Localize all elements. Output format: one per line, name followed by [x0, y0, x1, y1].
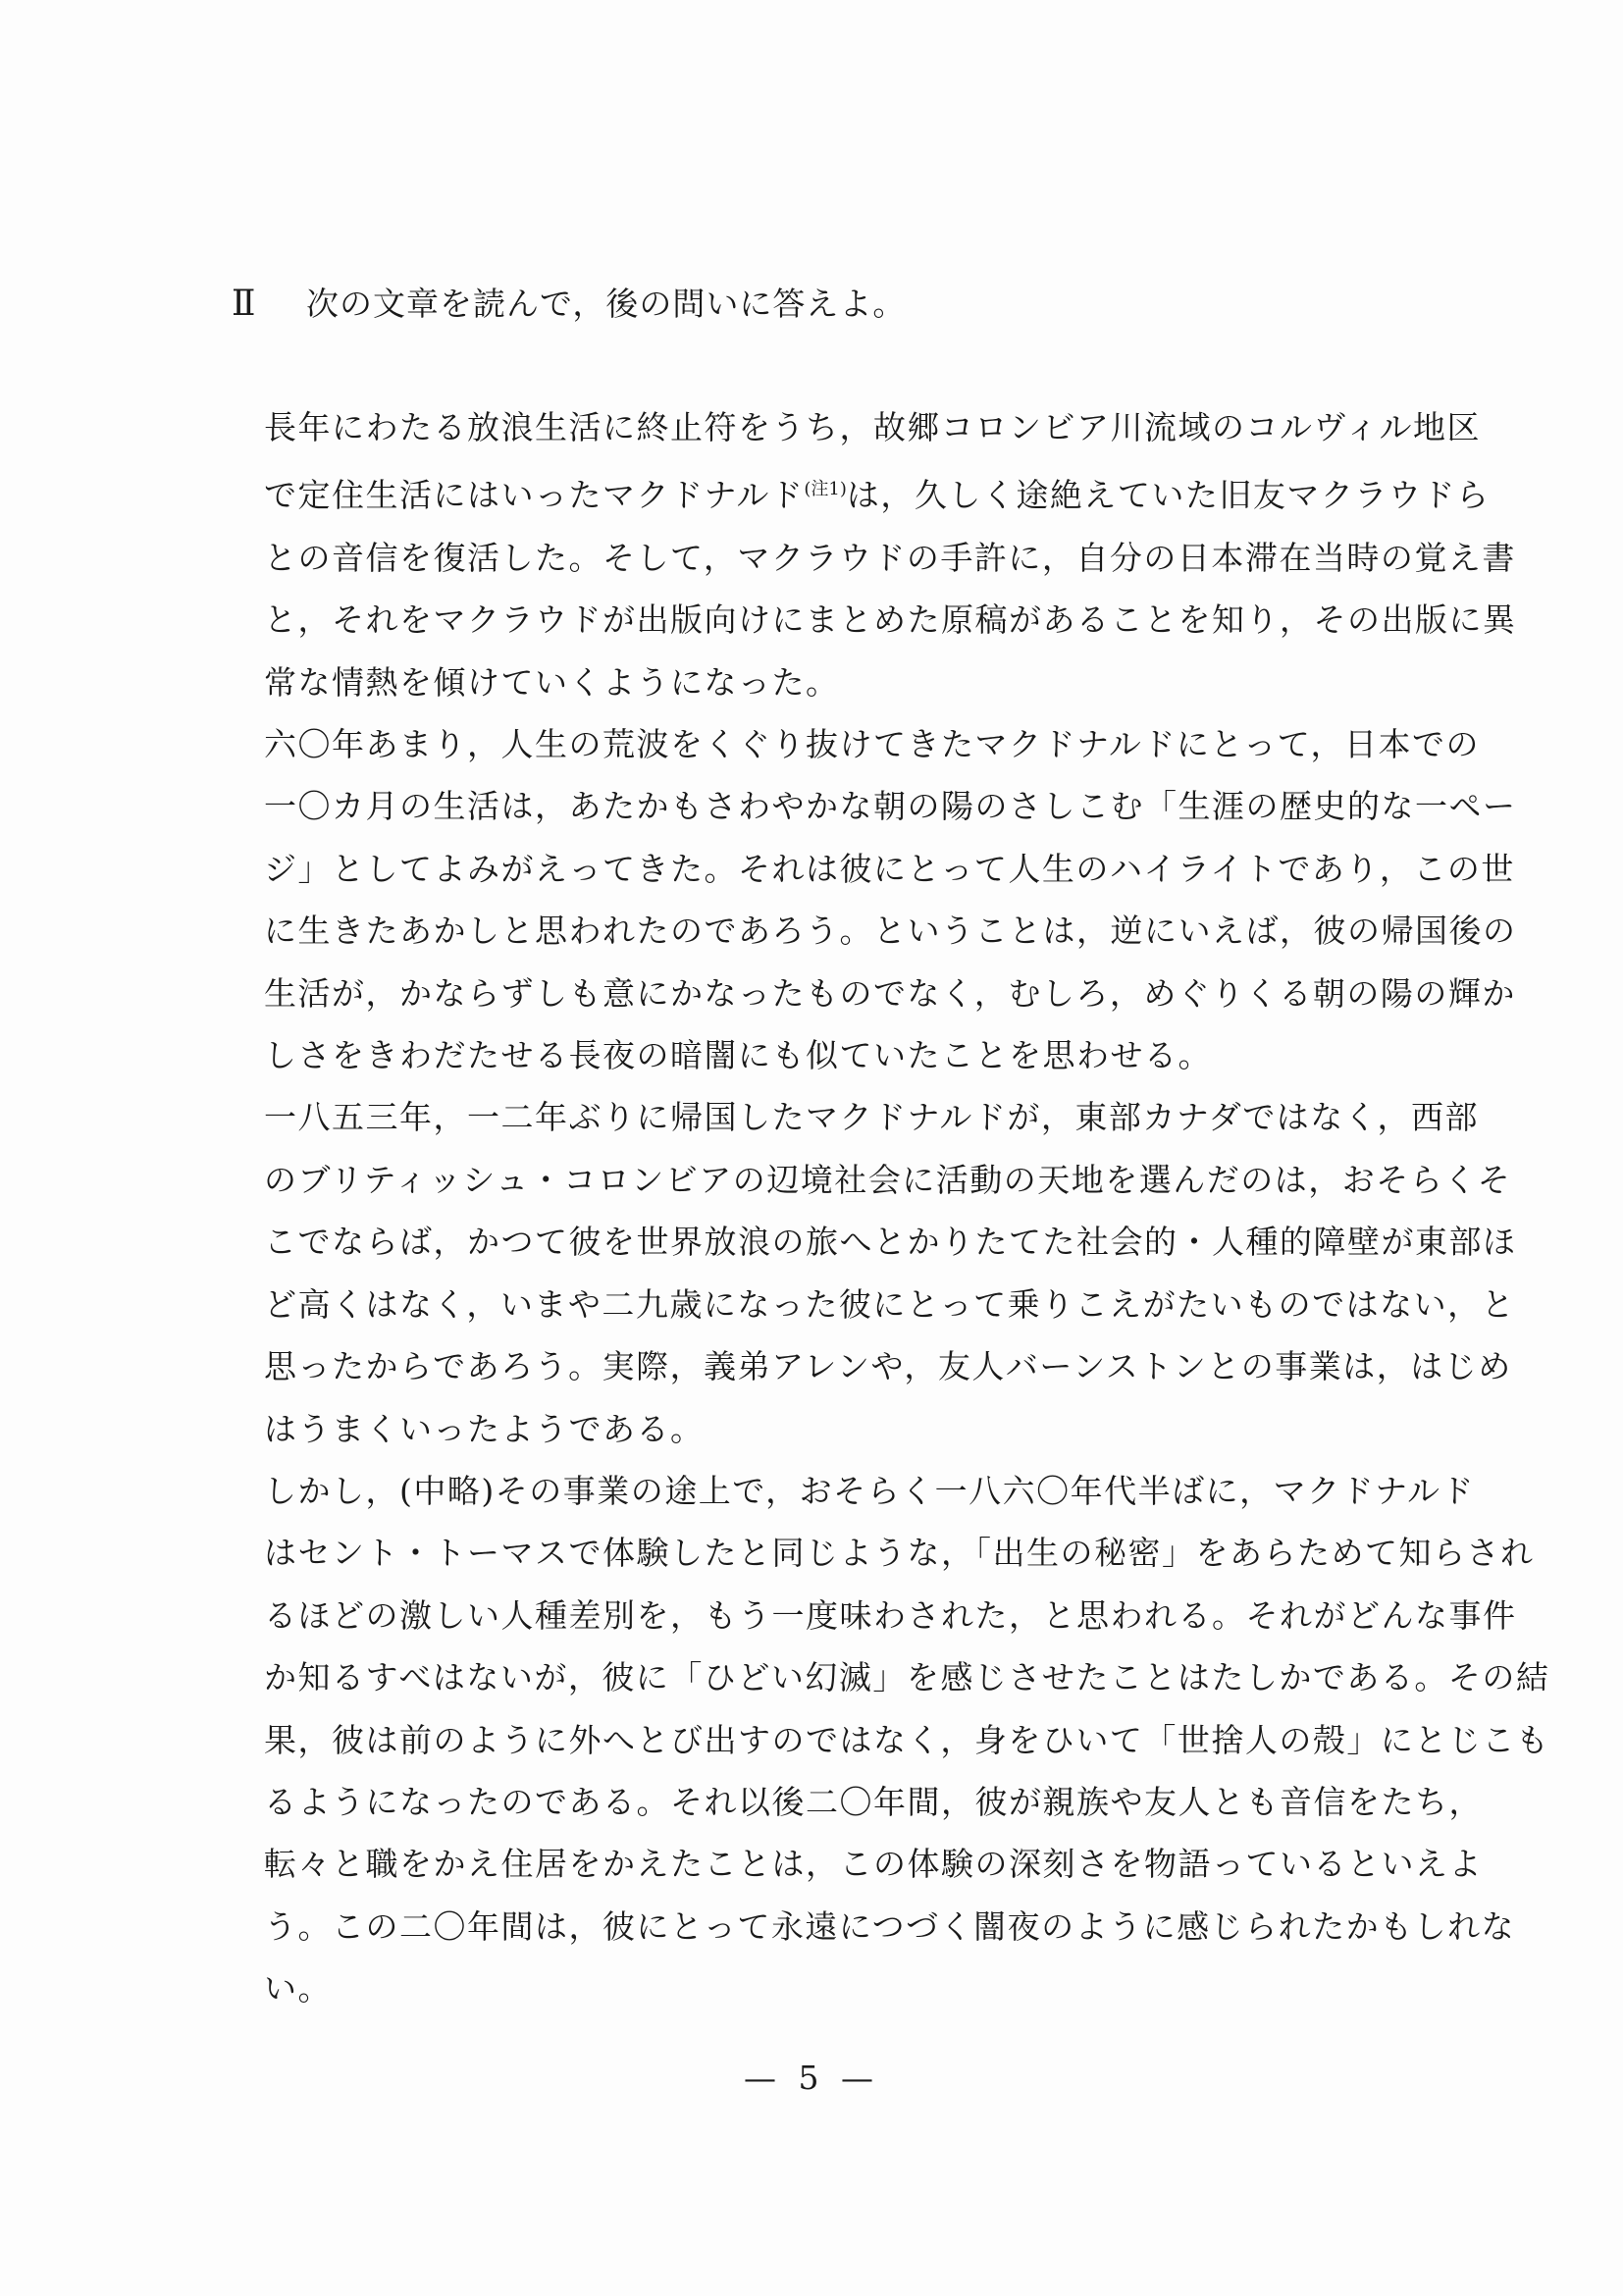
text-line: はセント・トーマスで体験したと同じような，「出生の秘密」をあらためて知らされ [264, 1534, 1535, 1573]
text-line: しさをきわだたせる長夜の暗闇にも似ていたことを思わせる。 [264, 1036, 1212, 1075]
text-line: るようになったのである。それ以後二〇年間，彼が親族や友人とも音信をたち， [264, 1782, 1483, 1821]
text-line: う。この二〇年間は，彼にとって永遠につづく闇夜のように感じられたかもしれな [264, 1906, 1516, 1946]
text-line: に生きたあかしと思われたのであろう。ということは，逆にいえば，彼の帰国後の [264, 912, 1517, 951]
text-line: しかし，(中略)その事業の途上で，おそらく一八六〇年代半ばに，マクドナルド [264, 1471, 1475, 1510]
text-line: 常な情熱を傾けていくようになった。 [264, 662, 840, 702]
text-fragment: で定住生活にはいったマクドナルド [264, 476, 805, 515]
text-line: 一〇カ月の生活は，あたかもさわやかな朝の陽のさしこむ「生涯の歴史的な一ペー [264, 787, 1517, 826]
paragraph-3 [232, 1086, 1517, 1459]
text-line: 転々と職をかえ住居をかえたことは，この体験の深刻さを物語っているといえよ [264, 1845, 1483, 1884]
text-line: ど高くはなく，いまや二九歳になった彼にとって乗りこえがたいものではない，と [264, 1284, 1516, 1324]
footnote-reference: (注1) [804, 479, 847, 500]
paragraph-1 [232, 396, 1517, 713]
text-line: い。 [264, 1969, 332, 2009]
text-line: 果，彼は前のように外へとび出すのではなく，身をひいて「世捨人の殻」にとじこも [264, 1720, 1550, 1759]
text-line: ジ」としてよみがえってきた。それは彼にとって人生のハイライトであり，この世 [264, 849, 1515, 888]
section-instruction: 次の文章を読んで，後の問いに答えよ。 [306, 285, 907, 323]
paragraph-2 [232, 713, 1517, 1086]
text-line: 六〇年あまり，人生の荒波をくぐり抜けてきたマクドナルドにとって，日本での [264, 725, 1481, 764]
text-line [232, 458, 1491, 526]
text-line: るほどの激しい人種差別を，もう一度味わされた，と思われる。それがどんな事件 [264, 1595, 1517, 1635]
text-line: か知るすべはないが，彼に「ひどい幻滅」を感じさせたことはたしかである。その結 [264, 1658, 1550, 1697]
text-line: 長年にわたる放浪生活に終止符をうち，故郷コロンビア川流域のコルヴィル地区 [264, 408, 1482, 446]
section-number: Ⅱ [232, 284, 257, 324]
text-line: との音信を復活した。そして，マクラウドの手許に，自分の日本滞在当時の覚え書 [264, 538, 1516, 577]
text-fragment: は，久しく途絶えていた旧友マクラウドら [846, 476, 1491, 515]
text-line: 生活が，かならずしも意にかなったものでなく，むしろ，めぐりくる朝の陽の輝か [264, 973, 1516, 1013]
paragraph-4 [232, 1460, 1550, 2020]
text-line: はうまくいったようである。 [264, 1409, 705, 1448]
text-line: のブリティッシュ・コロンビアの辺境社会に活動の天地を選んだのは，おそらくそ [264, 1160, 1512, 1199]
passage [232, 396, 1550, 2020]
text-line: と，それをマクラウドが出版向けにまとめた原稿があることを知り，その出版に異 [264, 600, 1517, 640]
text-line: こでならば，かつて彼を世界放浪の旅へとかりたてた社会的・人種的障壁が東部ほ [264, 1223, 1517, 1262]
section-heading [232, 283, 906, 326]
text-line: 思ったからであろう。実際，義弟アレンや，友人バーンストンとの事業は，はじめ [264, 1347, 1512, 1386]
text-line: 一八五三年，一二年ぶりに帰国したマクドナルドが，東部カナダではなく，西部 [264, 1098, 1480, 1137]
page-number: — 5 — [744, 2059, 879, 2097]
